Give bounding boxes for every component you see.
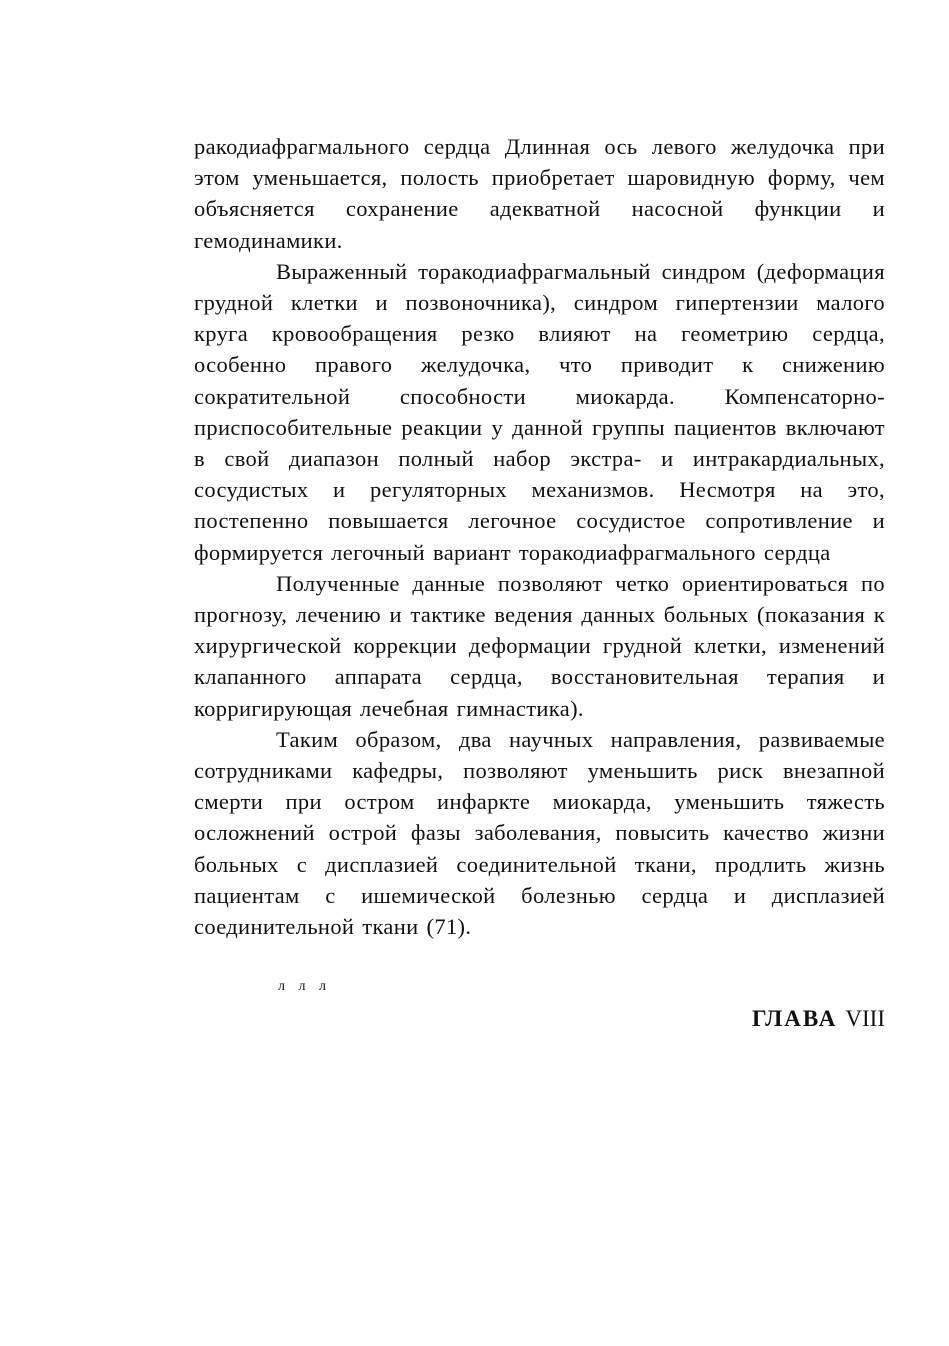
chapter-number: VIII xyxy=(845,1006,885,1032)
paragraph-continuation: ракодиафрагмального сердца Длинная ось левого желудочка при этом уменьшается, полость приобретает шаровидную форму, чем объясняется сохранение адекватной насосной функции и гемодинамики. xyxy=(194,134,885,253)
paragraph-thoracodiaphragmatic-syndrome: Выраженный торакодиафрагмальный синдром (деформация грудной клетки и позвоночника), синдром гипертензии малого круга кровообращения резко влияют на геометрию сердца, особенно правого желудочка, что приводит к снижению сократительной способности миокарда. Компенсаторно-приспособительные реакции у данной группы пациентов включают в свой диапазон полный набор экстра- и интракардиальных, сосудистых и регуляторных механизмов. Несмотря на это, постепенно повышается легочное сосудистое сопротивление и формируется легочный вариант торакодиафрагмального сердца xyxy=(194,258,885,565)
paragraph-obtained-data: Полученные данные позволяют четко ориентироваться по прогнозу, лечению и тактике ведения данных больных (показания к хирургической коррекции деформации грудной клетки, изменений клапанного аппарата сердца, восстановительная терапия и корригирующая лечебная гимнастика). xyxy=(194,570,885,721)
chapter-heading xyxy=(194,1004,885,1034)
chapter-word: ГЛАВА xyxy=(751,1006,838,1032)
section-ornament: л л л xyxy=(278,979,331,995)
paragraph-conclusion: Таким образом, два научных направления, развиваемые сотрудниками кафедры, позволяют уменьшить риск внезапной смерти при остром инфаркте миокарда, уменьшить тяжесть осложнений острой фазы заболевания, повысить качество жизни больных с дисплазией соединительной ткани, продлить жизнь пациентам с ишемической болезнью сердца и дисплазией соединительной ткани (71). xyxy=(194,726,885,940)
document-page xyxy=(194,131,885,1034)
